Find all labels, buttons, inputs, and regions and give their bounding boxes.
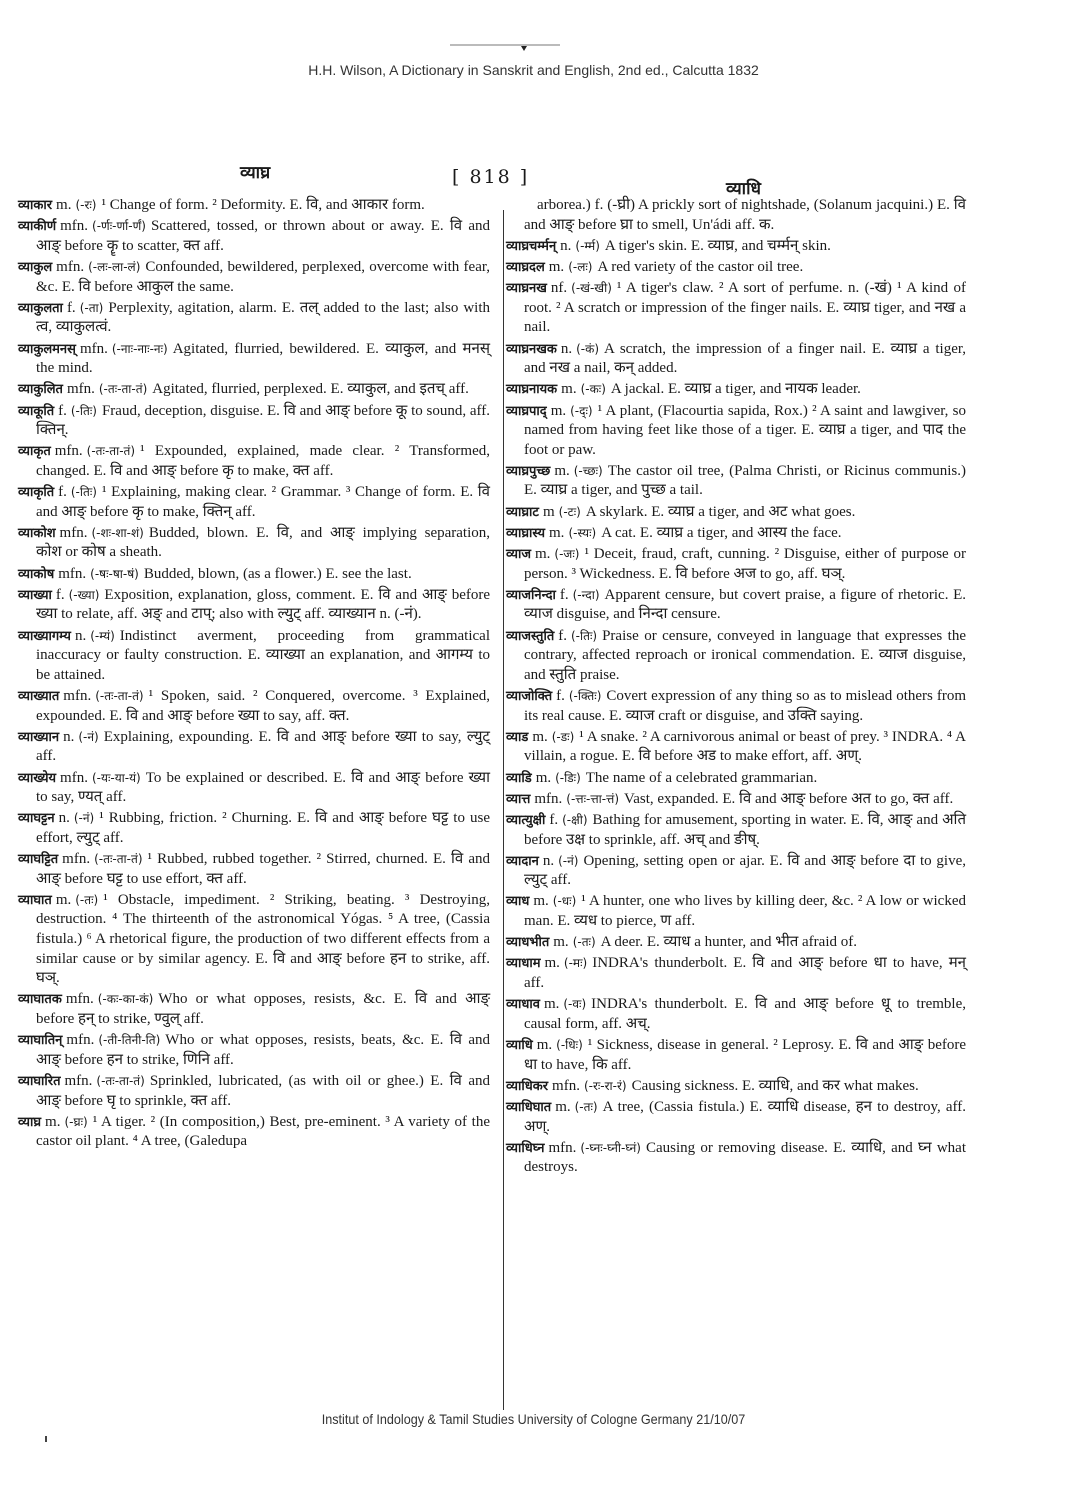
definition: A skylark. E. व्याघ्र a tiger, and अट what goes. [585, 503, 856, 520]
definition: A scratch, the impression of a finger nail. E. व्याघ्र a tiger, and नख a nail, कन् added. [524, 340, 966, 377]
inflection: (-नं) [73, 811, 95, 826]
grammar-tag: m [542, 503, 555, 520]
headword: व्याकुलमनस् [18, 341, 76, 357]
headword: व्याघ्रनखक [506, 341, 557, 357]
definition: Fraud, deception, disguise. E. वि and आङ् before कू to sound, aff. क्तिन्. [36, 402, 490, 439]
definition: ¹ Spoken, said. ² Conquered, overcome. ³ Explained, expounded. E. वि and आङ् before ख्या to say, aff. क्त. [36, 687, 490, 724]
dictionary-entry [506, 524, 966, 544]
definition: Apparent censure, but covert praise, a figure of rhetoric. E. व्याज disguise, and निन्दा censure. [524, 586, 966, 623]
grammar-tag: f. [556, 687, 565, 704]
inflection: (-न्दा) [572, 587, 600, 602]
headword: व्याडि [506, 770, 532, 786]
dictionary-entry [18, 891, 490, 989]
grammar-tag: m. [532, 728, 548, 745]
headword: व्याघ्राट [506, 504, 539, 520]
definition: ¹ A tiger's claw. ² A sort of perfume. n. (-खं) ¹ A kind of root. ² A scratch or impression of the finger nails. E. व्याघ्र tiger, and नख a nail. [524, 280, 966, 336]
inflection: (-तः-ता-तं) [95, 688, 144, 703]
dictionary-entry [18, 687, 490, 726]
definition: Indistinct averment, proceeding from grammatical inaccuracy or faulty construction. E. व्याख्या an explanation, and आगम्य to be attained. [36, 627, 490, 683]
inflection: (-तः-ता-तं) [94, 852, 143, 867]
definition: The name of a celebrated grammarian. [585, 769, 818, 786]
inflection: (-ती-तिनी-ति) [98, 1033, 161, 1048]
inflection: (-वः) [563, 997, 587, 1012]
dictionary-entry [18, 340, 490, 379]
definition: ¹ Obstacle, impediment. ² Striking, beating. ³ Destroying, destruction. ⁴ The thirteenth of the astronomical Yógas. ⁵ A tree, (Cassia fistula.) ⁶ A rhetorical figure, the production of two different effects from a similar cause or by similar agency. E. वि and आङ् before हन to strike, aff. घञ्. [36, 891, 490, 987]
dictionary-entry [506, 503, 966, 523]
definition: Causing sickness. E. व्याधि, and कर what makes. [631, 1077, 919, 1094]
definition: A tiger's skin. E. व्याघ्र, and चर्म्मन् skin. [604, 237, 831, 254]
headword: व्याजस्तुति [506, 628, 555, 644]
definition: ¹ Sickness, disease in general. ² Leprosy. E. वि and आङ् before धा to have, कि aff. [524, 1037, 966, 1073]
running-head-right: व्याधि [726, 179, 761, 199]
headword: व्यात्त [506, 791, 531, 807]
grammar-tag: m. [535, 769, 552, 786]
inflection: (-नाः-नाः-नः) [111, 341, 168, 356]
dictionary-entry [18, 990, 490, 1029]
inflection: (-षः-षा-षं) [90, 566, 139, 581]
headword: व्याधि [506, 1038, 533, 1053]
definition: Confounded, bewildered, perplexed, overcome with fear, &c. E. वि before आकुल the same. [36, 258, 490, 295]
definition: ¹ Expounded, explained, made clear. ² Transformed, changed. E. वि and आङ् before कृ to make, क्त aff. [36, 443, 490, 479]
dictionary-entry [506, 1077, 966, 1097]
inflection: (-रः-रा-रं) [583, 1078, 627, 1093]
headword: व्याख्यात [18, 688, 60, 704]
inflection: (-डः) [551, 729, 575, 744]
definition: arborea.) f. (-घ्री) A prickly sort of nightshade, (Solanum jacquini.) E. वि and आङ् before घ्रा to smell, Un'ádi aff. क. [524, 197, 966, 233]
headword: व्याख्यान [18, 729, 60, 745]
headword: व्याधभीत [506, 935, 550, 951]
grammar-tag: n. [542, 852, 555, 869]
definition: A tree, (Cassia fistula.) E. व्याधि disease, हन to destroy, aff. अण्. [524, 1098, 966, 1135]
headword: व्याजोक्ति [506, 688, 553, 704]
definition: Vast, expanded. E. वि and आङ् before अत to go, क्त aff. [624, 790, 954, 807]
definition: Praise or censure, conveyed in language that expresses the contrary, affected reproach or ironical commendation. E. व्याज disguise, and स्तुति praise. [524, 627, 966, 683]
inflection: (-क्तिः) [568, 688, 602, 703]
inflection: (-तः) [572, 935, 596, 950]
headword: व्यात्युक्षी [506, 812, 546, 828]
dictionary-entry [506, 258, 966, 278]
grammar-tag: n. [58, 810, 70, 827]
grammar-tag: f. [549, 811, 559, 828]
dictionary-entry [18, 299, 490, 338]
headword: व्याकुलित [18, 382, 63, 398]
dictionary-entry [506, 933, 966, 953]
inflection: (-द्ः) [570, 403, 593, 418]
definition: Budded, blown. E. वि, and आङ् implying separation, कोश or कोष a sheath. [36, 524, 490, 561]
grammar-tag: mfn. [62, 851, 91, 868]
grammar-tag: f. [58, 484, 67, 501]
grammar-tag: mfn. [534, 790, 563, 807]
definition: Explaining, expounding. E. वि and आङ् before ख्या to say, ल्युट् aff. [36, 728, 490, 765]
inflection: (-धः) [552, 894, 577, 909]
grammar-tag: mfn. [54, 443, 83, 460]
headword: व्याधाव [506, 997, 540, 1013]
headword: व्याख्यागम्य [18, 628, 71, 644]
headword: व्याकुलता [18, 300, 63, 316]
dictionary-entry [18, 380, 490, 400]
dictionary-entry [18, 483, 490, 522]
grammar-tag: f. [559, 586, 569, 603]
definition: Bathing for amusement, sporting in water. E. वि, आङ् and अति before उक्ष to sprinkle, aff. अच् and ङीष्. [524, 811, 966, 848]
definition: Scattered, tossed, or thrown about or away. E. वि and आङ् before कॄ to scatter, क्त aff. [36, 218, 490, 254]
headword: व्याकुल [18, 259, 53, 275]
grammar-tag: f. [66, 299, 76, 316]
inflection: (-कं) [576, 341, 600, 356]
definition: INDRA's thunderbolt. E. वि and आङ् before धा to have, मन् aff. [524, 955, 966, 992]
inflection: (-कः) [580, 382, 606, 397]
definition: ¹ Change of form. ² Deformity. E. वि, and आकार form. [101, 197, 425, 213]
definition: Causing or removing disease. E. व्याधि, and घ्न what destroys. [524, 1139, 966, 1176]
inflection: (-धिः) [556, 1038, 583, 1052]
inflection: (-खं-खी) [571, 281, 612, 296]
definition: Covert expression of any thing so as to mislead others from its real cause. E. व्याज craft or disguise, and उक्ति saying. [524, 687, 966, 724]
headword: व्याधिघ्न [506, 1140, 545, 1156]
inflection: (-लः) [568, 259, 593, 274]
grammar-tag: mfn. [63, 687, 92, 704]
grammar-tag: mfn. [66, 381, 95, 398]
grammar-tag: m. [549, 524, 565, 541]
definition: ¹ Deceit, fraud, craft, cunning. ² Disguise, either of purpose or person. ³ Wickedness. E. वि before अज to go, aff. घञ्. [524, 546, 966, 582]
dictionary-entry [506, 1139, 966, 1178]
source-header: H.H. Wilson, A Dictionary in Sanskrit and English, 2nd ed., Calcutta 1832 [308, 62, 759, 78]
headword: व्याघ्रदल [506, 259, 545, 275]
inflection: (-मः) [563, 956, 588, 971]
grammar-tag: m. [533, 893, 549, 910]
dictionary-entry [506, 811, 966, 850]
headword: व्याघ्रचर्म्मन् [506, 238, 557, 254]
grammar-tag: mfn. [60, 769, 88, 786]
grammar-tag: f. [58, 402, 67, 419]
inflection: (-टः) [558, 504, 581, 519]
dictionary-entry [506, 279, 966, 338]
headword: व्याख्या [18, 587, 52, 603]
grammar-tag: m. [56, 197, 72, 213]
dictionary-entry [506, 380, 966, 400]
dictionary-entry [506, 627, 966, 686]
dictionary-entry [506, 545, 966, 584]
inflection: (-तः-ता-तं) [98, 382, 148, 397]
grammar-tag: mfn. [548, 1139, 577, 1156]
inflection: (-र्म्म) [575, 238, 600, 253]
definition: ¹ Explaining, making clear. ² Grammar. ³ Change of form. E. वि and आङ् before कृ to make, क्तिन् aff. [36, 484, 490, 520]
headword: व्याघात [18, 892, 52, 908]
grammar-tag: f. [558, 627, 567, 644]
inflection: (-तिः) [70, 403, 97, 418]
definition: Sprinkled, lubricated, (as with oil or ghee.) E. वि and आङ् before घृ to sprinkle, क्त aff. [36, 1073, 490, 1109]
grammar-tag: m. [555, 1098, 571, 1115]
dictionary-entry [506, 892, 966, 931]
headword: व्याधिघात [506, 1099, 552, 1115]
dictionary-entry [506, 340, 966, 379]
inflection: (-ता) [79, 300, 104, 315]
inflection: (-र्णः-र्णा-र्णं) [92, 219, 146, 234]
inflection: (-तः) [574, 1099, 598, 1114]
headword: व्याघ्रास्य [506, 525, 546, 541]
inflection: (-यः-या-यं) [91, 770, 141, 785]
definition: A deer. E. व्याध a hunter, and भीत afraid of. [600, 934, 857, 951]
grammar-tag: n. [63, 728, 75, 745]
inflection: (-म्यं) [90, 628, 115, 643]
definition: Who or what opposes, resists, &c. E. वि and आङ् before हन् to strike, ण्वुल् aff. [36, 991, 490, 1028]
definition: ¹ A hunter, one who lives by killing deer, &c. ² A low or wicked man. E. व्यध to pierce, ण aff. [524, 893, 966, 930]
column-divider [503, 210, 504, 1410]
left-column [18, 196, 490, 1154]
inflection: (-तः-ता-तं) [96, 1074, 145, 1088]
grammar-tag: m. [45, 1113, 61, 1130]
headword: व्याजनिन्दा [506, 587, 556, 603]
inflection: (-तः) [75, 892, 99, 907]
inflection: (-स्यः) [568, 525, 597, 540]
inflection: (-शः-शा-शं) [91, 525, 144, 540]
grammar-tag: nf. [550, 280, 568, 297]
headword: व्याघातक [18, 992, 62, 1008]
headword: व्याघ्र [18, 1114, 42, 1130]
inflection: (-ख्या) [68, 587, 100, 602]
inflection: (-तः-ता-तं) [86, 444, 136, 459]
dictionary-entry [18, 809, 490, 848]
inflection: (-च्छः) [573, 463, 603, 478]
inflection: (-डिः) [555, 770, 581, 785]
definition: Agitated, flurried, perplexed. E. व्याकुल, and इतच् aff. [152, 381, 469, 398]
inflection: (-नं) [558, 853, 579, 868]
headword: व्याघट्टित [18, 852, 59, 868]
headword: व्यादान [506, 853, 539, 869]
definition: ¹ A snake. ² A carnivorous animal or beast of prey. ³ INDRA. ⁴ A villain, a rogue. E. वि before अड to make effort, aff. अण्. [524, 728, 966, 765]
grammar-tag: mfn. [79, 340, 108, 357]
definition: Budded, blown, (as a flower.) E. see the last. [143, 565, 412, 582]
grammar-tag: mfn. [65, 991, 94, 1008]
grammar-tag: m. [548, 258, 565, 275]
headword: व्याड [506, 729, 529, 745]
inflection: (-कः-का-कं) [97, 992, 154, 1007]
dictionary-entry [18, 524, 490, 563]
headword: व्याख्येय [18, 770, 57, 786]
definition: Who or what opposes, resists, beats, &c. E. वि and आङ् before हन to strike, णिनि aff. [36, 1032, 490, 1068]
headword: व्याघट्टन [18, 811, 55, 827]
definition: INDRA's thunderbolt. E. वि and आङ् before धू to tremble, causal form, aff. अच्. [524, 996, 966, 1032]
dictionary-entry [506, 790, 966, 810]
dictionary-entry [18, 258, 490, 297]
headword: व्याघ्रपुच्छ [506, 463, 551, 479]
inflection: (-घ्नः-घ्नी-घ्नं) [580, 1140, 641, 1155]
headword: व्याकृति [18, 485, 55, 501]
grammar-tag: mfn. [66, 1032, 95, 1049]
dictionary-entry [18, 196, 490, 216]
definition: Exposition, explanation, gloss, comment. E. वि and आङ् before ख्या to relate, aff. अङ् and टाप्; also with ल्युट् aff. व्याख्यान n. (-नं). [36, 586, 490, 623]
headword: व्याकोश [18, 525, 56, 541]
scan-mark-icon [521, 46, 527, 51]
inflection: (-रः) [75, 198, 97, 212]
dictionary-entry [506, 237, 966, 257]
headword: व्याधिकर [506, 1078, 549, 1094]
definition: ¹ Rubbed, rubbed together. ² Stirred, churned. E. वि and आङ् before घट्ट to use effort, क्त aff. [36, 851, 490, 887]
grammar-tag: n. [560, 340, 573, 357]
dictionary-entry [506, 687, 966, 726]
grammar-tag: mfn. [59, 524, 88, 541]
headword: व्याकृत [18, 444, 51, 460]
grammar-tag: m. [550, 402, 567, 419]
inflection: (-तिः) [571, 628, 598, 643]
grammar-tag: mfn. [58, 565, 87, 582]
grammar-tag: mfn. [60, 218, 89, 235]
definition: ¹ A plant, (Flacourtia sapida, Rox.) ² A saint and lawgiver, so named from having feet like those of a tiger. E. व्याघ्र a tiger, and पाद the foot or paw. [524, 402, 966, 458]
headword: व्याघ्रनख [506, 281, 547, 297]
dictionary-entry [506, 769, 966, 789]
grammar-tag: n. [74, 627, 87, 644]
dictionary-entry [506, 196, 966, 235]
dictionary-entry [506, 954, 966, 993]
grammar-tag: m. [561, 381, 577, 398]
dictionary-entry [18, 442, 490, 481]
dictionary-entry [18, 728, 490, 767]
headword: व्याघारित [18, 1074, 61, 1089]
grammar-tag: m. [554, 462, 570, 479]
dictionary-entry [18, 217, 490, 256]
grammar-tag: m. [543, 996, 560, 1013]
definition: A cat. E. व्याघ्र a tiger, and आस्य the face. [601, 524, 842, 541]
definition: A jackal. E. व्याघ्र a tiger, and नायक leader. [610, 381, 861, 398]
headword: व्याकूति [18, 403, 55, 419]
dictionary-entry [506, 402, 966, 461]
grammar-tag: m. [536, 1037, 553, 1053]
right-column [506, 196, 966, 1180]
headword: व्याकोष [18, 566, 55, 582]
inflection: (-जः) [554, 547, 580, 562]
dictionary-entry [18, 586, 490, 625]
dictionary-entry [18, 402, 490, 441]
dictionary-entry [18, 1072, 490, 1111]
headword: व्याज [506, 547, 531, 563]
grammar-tag: f. [55, 586, 65, 603]
definition: ¹ A tiger. ² (In composition,) Best, pre-eminent. ³ A variety of the castor oil plant. ⁴ A tree, (Galedupa [36, 1113, 490, 1150]
headword: व्याधाम [506, 956, 541, 972]
grammar-tag: mfn. [56, 258, 85, 275]
grammar-tag: m. [535, 546, 551, 563]
dictionary-entry [506, 852, 966, 891]
definition: Perplexity, agitation, alarm. E. तल् added to the last; also with त्व, व्याकुलत्वं. [36, 299, 490, 336]
inflection: (-तिः) [70, 485, 97, 500]
dictionary-entry [18, 850, 490, 889]
running-head-left: व्याघ्र [240, 163, 271, 183]
footer-credit: Institut of Indology & Tamil Studies University of Cologne Germany 21/10/07 [321, 1411, 746, 1427]
dictionary-entry [506, 462, 966, 501]
dictionary-entry [506, 995, 966, 1034]
inflection: (-त्तः-त्ता-त्तं) [566, 791, 620, 806]
dictionary-entry [506, 1098, 966, 1137]
scan-speck [45, 1436, 47, 1442]
grammar-tag: mfn. [552, 1077, 580, 1094]
definition: ¹ Rubbing, friction. ² Churning. E. वि and आङ् before घट्ट to use effort, ल्युट् aff. [36, 810, 490, 846]
definition: To be explained or described. E. वि and आङ् before ख्या to say, ण्यत् aff. [36, 769, 490, 806]
grammar-tag: m. [553, 934, 569, 951]
headword: व्याघ्रपाद् [506, 403, 547, 419]
headword: व्याघातिन् [18, 1033, 63, 1049]
definition: The castor oil tree, (Palma Christi, or Ricinus communis.) E. व्याघ्र a tiger, and पुच्छ a tail. [524, 462, 966, 499]
page-number: [ 818 ] [452, 166, 530, 188]
headword: व्याध [506, 894, 530, 910]
dictionary-entry [506, 728, 966, 767]
inflection: (-लः-ला-लं) [88, 259, 141, 274]
definition: Opening, setting open or ajar. E. वि and आङ् before दा to give, ल्युट् aff. [524, 852, 966, 889]
definition: A red variety of the castor oil tree. [597, 258, 804, 275]
inflection: (-घ्रः) [64, 1114, 88, 1129]
dictionary-entry [506, 1036, 966, 1075]
dictionary-entry [18, 1031, 490, 1070]
grammar-tag: n. [560, 237, 572, 254]
inflection: (-क्षी) [562, 812, 588, 827]
dictionary-entry [18, 769, 490, 808]
dictionary-entry [18, 565, 490, 585]
headword: व्याकीर्ण [18, 219, 57, 235]
grammar-tag: mfn. [64, 1073, 93, 1089]
grammar-tag: m. [55, 891, 72, 908]
dictionary-entry [18, 1113, 490, 1152]
headword: व्याघ्रनायक [506, 382, 558, 398]
dictionary-entry [18, 627, 490, 686]
headword: व्याकार [18, 198, 53, 213]
scan-top-rule [450, 44, 560, 46]
grammar-tag: m. [544, 955, 560, 972]
definition: Agitated, flurried, bewildered. E. व्याकुल, and मनस् the mind. [36, 340, 490, 377]
dictionary-entry [506, 586, 966, 625]
inflection: (-नं) [78, 729, 99, 744]
